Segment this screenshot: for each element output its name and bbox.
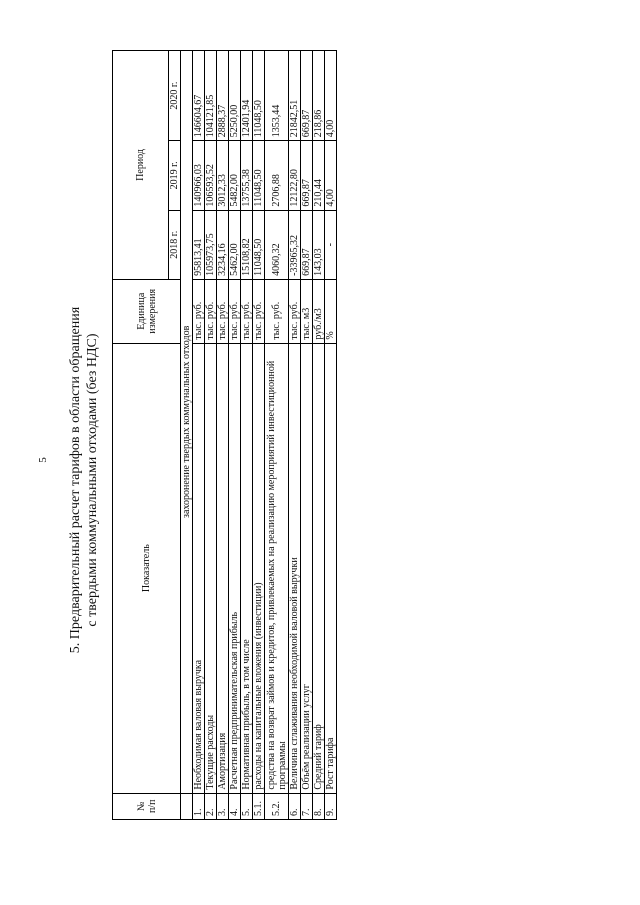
header-unit: Единица измерения (113, 279, 181, 343)
header-year-2018: 2018 г. (169, 210, 181, 279)
section-empty-cell (181, 793, 193, 819)
row-indicator: Расчетная предпринимательская прибыль (229, 343, 241, 793)
row-indicator: Объём реализации услуг (301, 343, 313, 793)
row-value-2018: -33965,32 (289, 210, 301, 279)
row-value-2019: 106593,52 (205, 141, 217, 210)
row-unit: тыс. руб. (253, 279, 265, 343)
row-num: 6. (289, 793, 301, 819)
row-unit: тыс. руб. (205, 279, 217, 343)
row-value-2020: 5250,00 (229, 51, 241, 141)
title-line-2: с твердыми коммунальными отходами (без НДС) (85, 333, 100, 627)
row-value-2019: 11048,50 (253, 141, 265, 210)
row-value-2020: 1353,44 (265, 51, 289, 141)
row-unit: тыс. м3 (301, 279, 313, 343)
row-value-2020: 12401,94 (241, 51, 253, 141)
row-value-2020: 4,00 (325, 51, 337, 141)
header-indicator: Показатель (113, 343, 181, 793)
row-num: 4. (229, 793, 241, 819)
table-row (325, 51, 337, 820)
row-indicator: Рост тарифа (325, 343, 337, 793)
table-row (253, 51, 265, 820)
table-row (289, 51, 301, 820)
row-unit: руб./м3 (313, 279, 325, 343)
row-value-2018: 15108,82 (241, 210, 253, 279)
rotated-table-area (112, 50, 337, 820)
table-row (193, 51, 205, 820)
row-value-2019: 13755,38 (241, 141, 253, 210)
row-value-2018: 95813,41 (193, 210, 205, 279)
row-value-2019: 2706,88 (265, 141, 289, 210)
header-year-2020: 2020 г. (169, 51, 181, 141)
row-value-2019: 5482,00 (229, 141, 241, 210)
row-value-2018: 4060,32 (265, 210, 289, 279)
row-unit: % (325, 279, 337, 343)
row-num: 9. (325, 793, 337, 819)
section-label: захоронение твердых коммунальных отходов (181, 51, 193, 794)
row-value-2019: 210,44 (313, 141, 325, 210)
row-value-2019: 4,00 (325, 141, 337, 210)
header-year-2019: 2019 г. (169, 141, 181, 210)
table-row (241, 51, 253, 820)
table-container (112, 50, 337, 820)
table-row (301, 51, 313, 820)
row-num: 3. (217, 793, 229, 819)
title-line-1: 5. Предварительный расчет тарифов в области обращения (68, 306, 83, 654)
row-indicator: Необходимая валовая выручка (193, 343, 205, 793)
table-row (265, 51, 289, 820)
row-num: 7. (301, 793, 313, 819)
row-num: 5. (241, 793, 253, 819)
table-row (217, 51, 229, 820)
row-unit: тыс. руб. (265, 279, 289, 343)
row-unit: тыс. руб. (241, 279, 253, 343)
row-value-2019: 3012,33 (217, 141, 229, 210)
row-indicator: Текущие расходы (205, 343, 217, 793)
tariff-table (112, 50, 337, 820)
table-row (229, 51, 241, 820)
document-title (67, 270, 101, 690)
row-value-2020: 104121,85 (205, 51, 217, 141)
row-value-2019: 140966,03 (193, 141, 205, 210)
row-value-2020: 146604,67 (193, 51, 205, 141)
row-indicator: Величина сглаживания необходимой валовой выручки (289, 343, 301, 793)
row-value-2020: 2888,37 (217, 51, 229, 141)
header-period: Период (113, 51, 169, 280)
row-unit: тыс. руб. (229, 279, 241, 343)
row-value-2018: 143,03 (313, 210, 325, 279)
row-value-2018: 5462,00 (229, 210, 241, 279)
row-num: 2. (205, 793, 217, 819)
header-num: № п/п (113, 793, 181, 819)
page-number: 5 (37, 457, 49, 463)
row-indicator: Амортизация (217, 343, 229, 793)
row-value-2018: 669,87 (301, 210, 313, 279)
row-num: 8. (313, 793, 325, 819)
row-unit: тыс. руб. (193, 279, 205, 343)
row-num: 1. (193, 793, 205, 819)
row-indicator: расходы на капитальные вложения (инвестиции) (253, 343, 265, 793)
row-indicator: средства на возврат займов и кредитов, привлекаемых на реализацию мероприятий инвестиционной программы (265, 343, 289, 793)
row-value-2019: 669,87 (301, 141, 313, 210)
row-value-2020: 669,87 (301, 51, 313, 141)
row-value-2018: 3234,16 (217, 210, 229, 279)
row-value-2020: 11048,50 (253, 51, 265, 141)
row-num: 5.2. (265, 793, 289, 819)
row-indicator: Средний тариф (313, 343, 325, 793)
row-value-2018: - (325, 210, 337, 279)
row-value-2020: 21842,51 (289, 51, 301, 141)
row-value-2019: 12122,80 (289, 141, 301, 210)
row-unit: тыс. руб. (217, 279, 229, 343)
row-indicator: Нормативная прибыль, в том числе (241, 343, 253, 793)
row-value-2018: 11048,50 (253, 210, 265, 279)
row-value-2018: 105973,75 (205, 210, 217, 279)
row-unit: тыс. руб. (289, 279, 301, 343)
row-value-2020: 218,86 (313, 51, 325, 141)
table-row (205, 51, 217, 820)
table-row (313, 51, 325, 820)
row-num: 5.1. (253, 793, 265, 819)
